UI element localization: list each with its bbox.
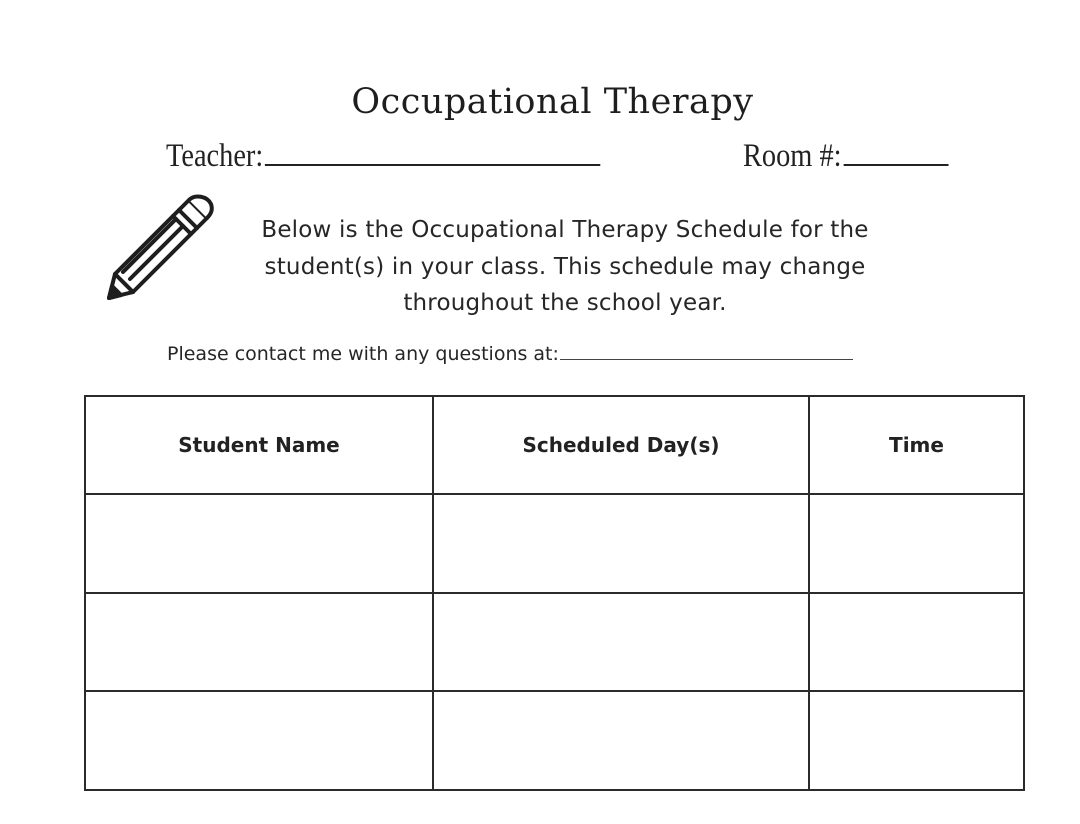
time-cell[interactable] bbox=[809, 691, 1024, 790]
contact-field bbox=[167, 343, 853, 365]
intro-text bbox=[215, 212, 915, 322]
scheduled-days-cell[interactable] bbox=[433, 494, 809, 593]
student-name-cell[interactable] bbox=[85, 494, 433, 593]
intro-line-3: throughout the school year. bbox=[403, 290, 727, 316]
teacher-field bbox=[166, 138, 600, 175]
intro-line-1: Below is the Occupational Therapy Schedule for the bbox=[261, 217, 869, 243]
student-name-cell[interactable] bbox=[85, 691, 433, 790]
schedule-table bbox=[84, 395, 1025, 791]
header-scheduled-days: Scheduled Day(s) bbox=[433, 396, 809, 494]
intro-line-2: student(s) in your class. This schedule may change bbox=[264, 253, 866, 280]
table-row bbox=[85, 593, 1024, 692]
table-row bbox=[85, 494, 1024, 593]
contact-blank-line[interactable] bbox=[560, 358, 853, 360]
teacher-blank-line[interactable] bbox=[265, 163, 600, 166]
table-header-row bbox=[85, 396, 1024, 494]
page-title: Occupational Therapy bbox=[351, 82, 754, 122]
table-row bbox=[85, 691, 1024, 790]
header-time: Time bbox=[809, 396, 1024, 494]
pencil-icon bbox=[103, 192, 215, 304]
room-label: Room #: bbox=[743, 138, 842, 174]
time-cell[interactable] bbox=[809, 494, 1024, 593]
time-cell[interactable] bbox=[809, 593, 1024, 692]
student-name-cell[interactable] bbox=[85, 593, 433, 692]
contact-label: Please contact me with any questions at: bbox=[167, 343, 559, 365]
scheduled-days-cell[interactable] bbox=[433, 593, 809, 692]
room-blank-line[interactable] bbox=[843, 163, 948, 166]
teacher-label: Teacher: bbox=[166, 138, 264, 174]
header-student-name: Student Name bbox=[85, 396, 433, 494]
scheduled-days-cell[interactable] bbox=[433, 691, 809, 790]
room-field bbox=[743, 138, 948, 175]
